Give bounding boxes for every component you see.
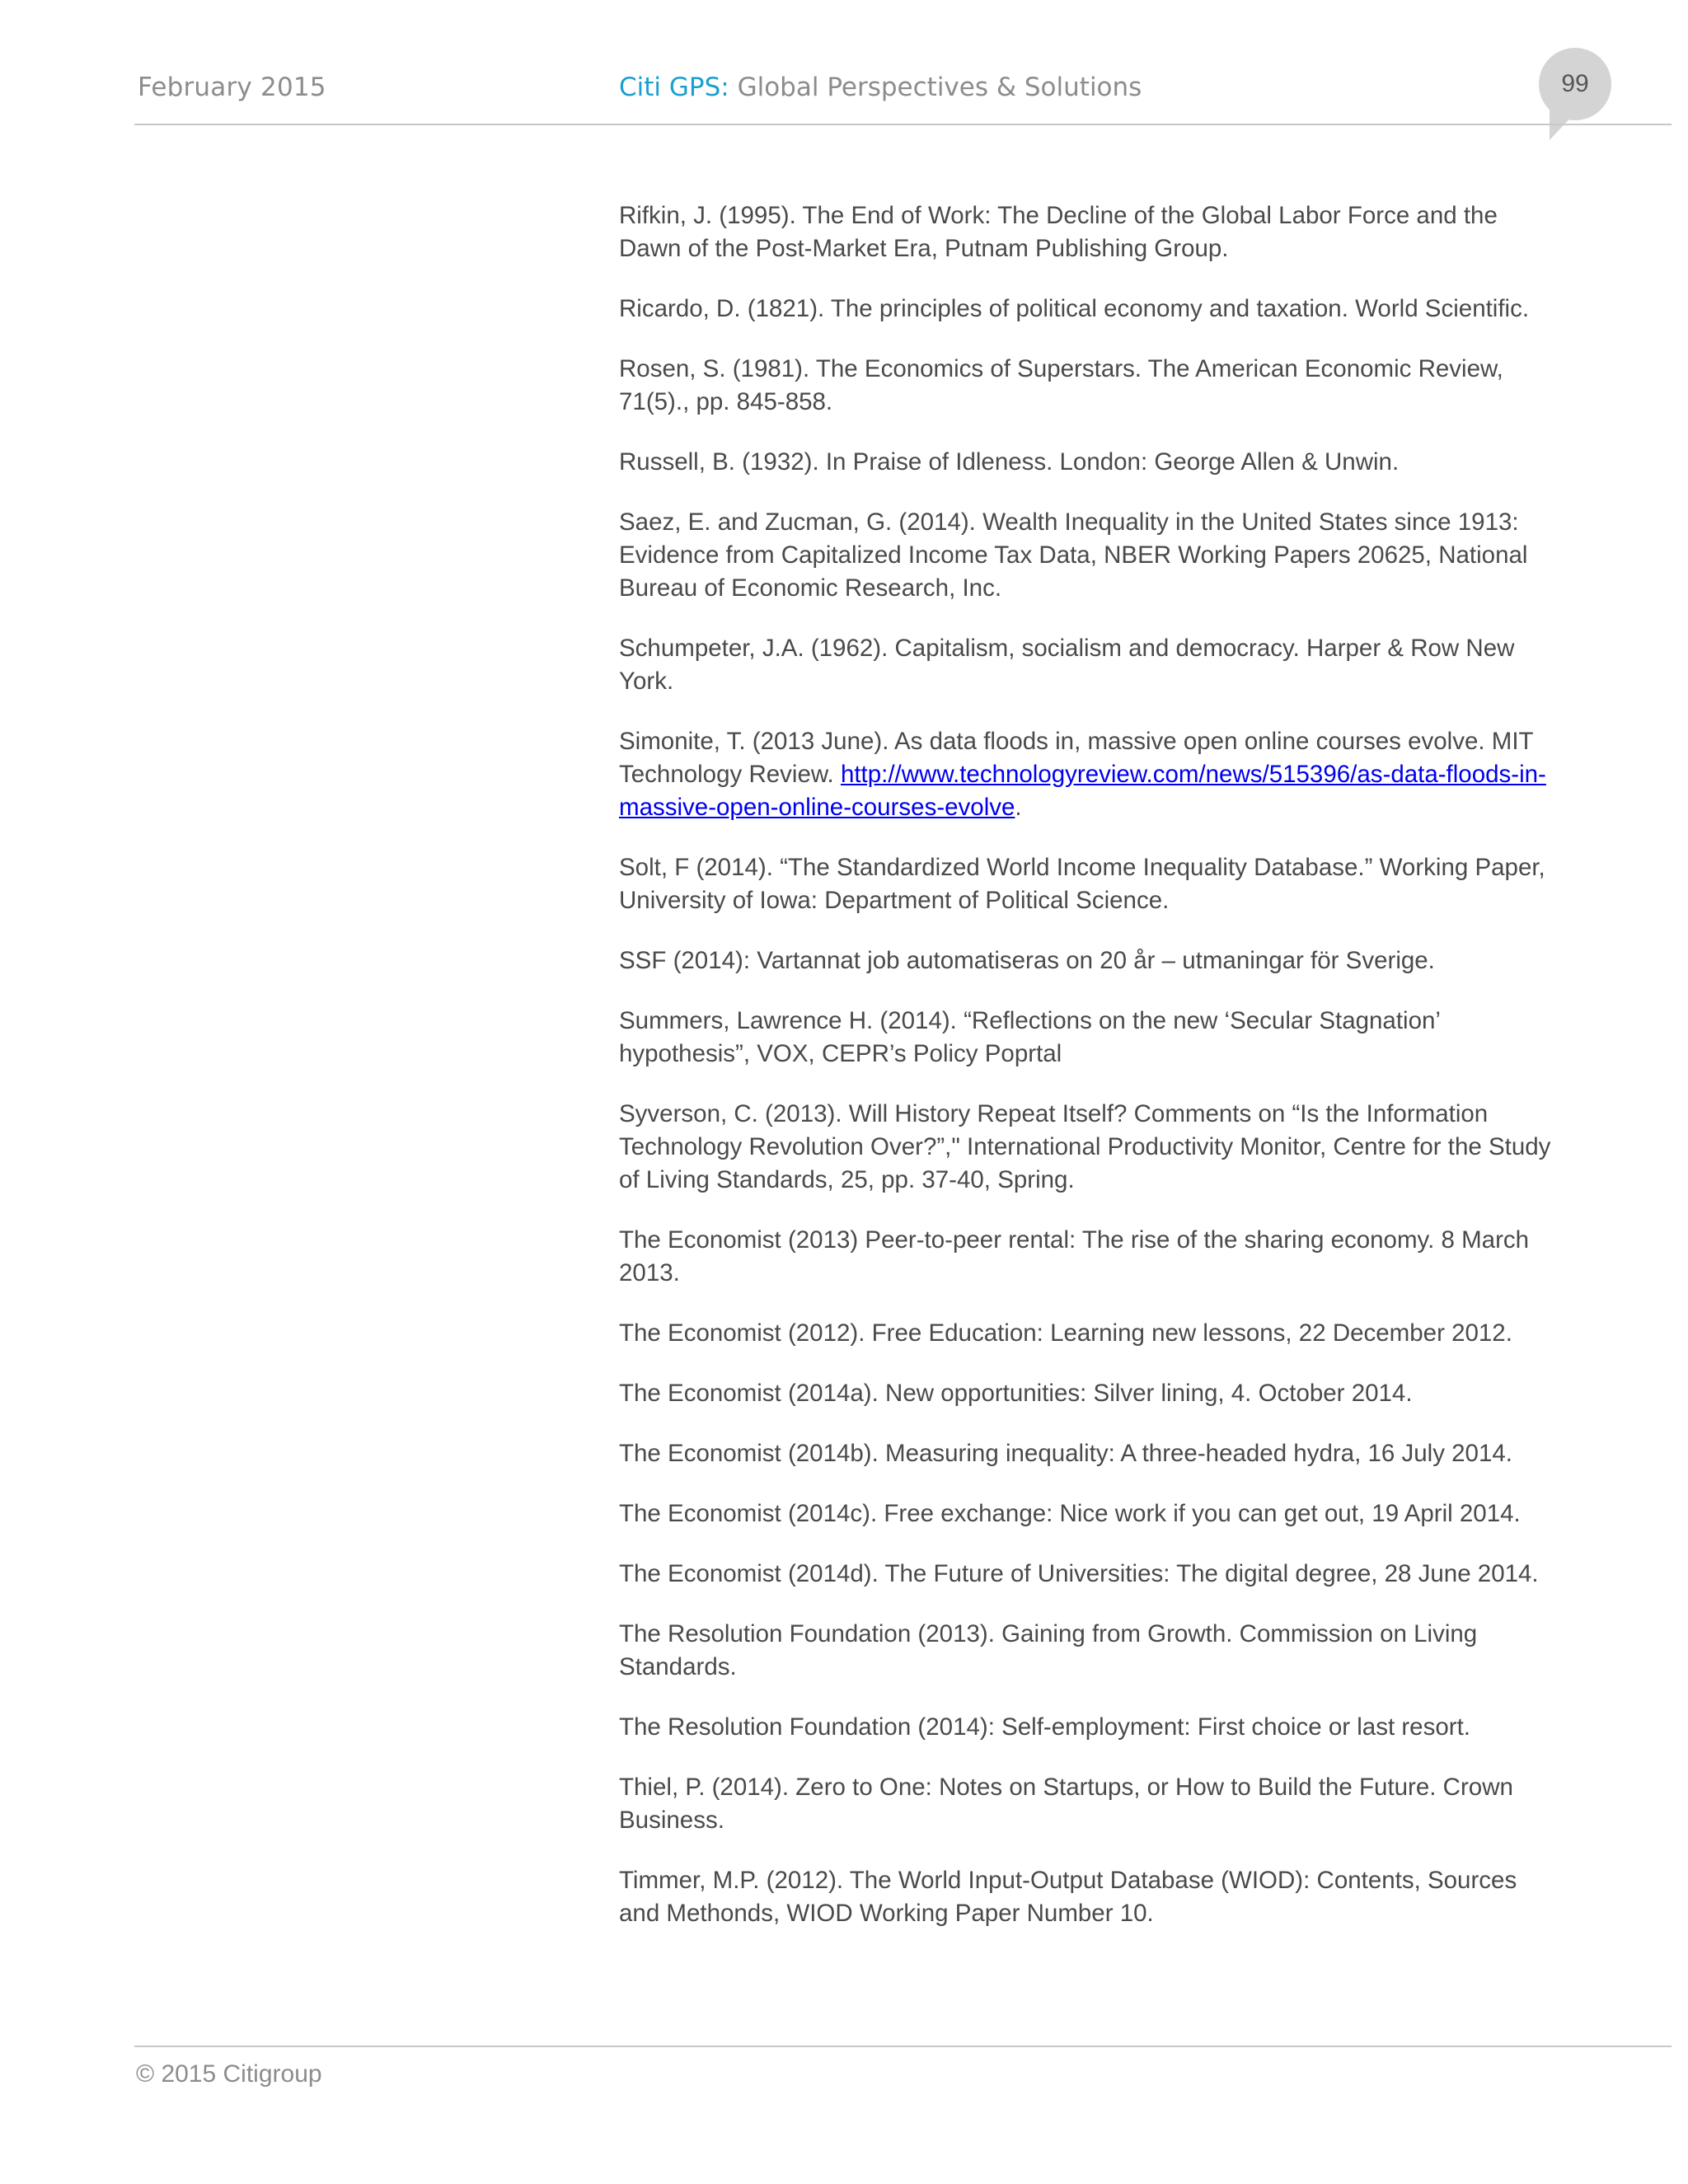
reference-item: SSF (2014): Vartannat job automatiseras on 20 år – utmaningar för Sverige. [619, 947, 1435, 974]
reference-item: Rosen, S. (1981). The Economics of Superstars. The American Economic Review, 71(5)., pp. 845-858. [619, 355, 1503, 415]
reference-item: The Economist (2013) Peer-to-peer rental: The rise of the sharing economy. 8 March 2013. [619, 1226, 1530, 1286]
reference-item: Timmer, M.P. (2012). The World Input-Output Database (WIOD): Contents, Sources and Methonds, WIOD Working Paper Number 10. [619, 1867, 1517, 1927]
header-brand: Citi GPS: [619, 73, 729, 102]
reference-item: Summers, Lawrence H. (2014). “Reflections on the new ‘Secular Stagnation’ hypothesis”, VOX, CEPR’s Policy Poprtal [619, 1007, 1440, 1067]
reference-item: The Economist (2014c). Free exchange: Nice work if you can get out, 19 April 2014. [619, 1500, 1521, 1527]
header-date: February 2015 [138, 73, 326, 102]
reference-item [619, 725, 1559, 824]
reference-item: Schumpeter, J.A. (1962). Capitalism, socialism and democracy. Harper & Row New York. [619, 635, 1515, 695]
reference-item: Saez, E. and Zucman, G. (2014). Wealth Inequality in the United States since 1913: Evidence from Capitalized Income Tax Data, NBER Working Papers 20625, National Bureau of Economic Research, Inc. [619, 509, 1528, 602]
reference-item: The Economist (2012). Free Education: Learning new lessons, 22 December 2012. [619, 1319, 1512, 1347]
header-rule [134, 124, 1672, 125]
reference-item: Solt, F (2014). “The Standardized World Income Inequality Database.” Working Paper, University of Iowa: Department of Political Science. [619, 854, 1545, 914]
reference-item: The Economist (2014a). New opportunities: Silver lining, 4. October 2014. [619, 1380, 1413, 1407]
page-number: 99 [1561, 70, 1589, 97]
reference-item: The Resolution Foundation (2013). Gaining from Growth. Commission on Living Standards. [619, 1620, 1478, 1680]
reference-list [619, 199, 1559, 1957]
reference-item: The Economist (2014d). The Future of Universities: The digital degree, 28 June 2014. [619, 1560, 1539, 1587]
reference-item: The Economist (2014b). Measuring inequality: A three-headed hydra, 16 July 2014. [619, 1440, 1512, 1467]
reference-item: Syverson, C. (2013). Will History Repeat Itself? Comments on “Is the Information Technology Revolution Over?”," International Productivity Monitor, Centre for the Study of Living Standards, 25, pp. 37-40, Spring. [619, 1100, 1551, 1193]
reference-item: The Resolution Foundation (2014): Self-employment: First choice or last resort. [619, 1713, 1470, 1741]
reference-item: Russell, B. (1932). In Praise of Idleness. London: George Allen & Unwin. [619, 448, 1400, 476]
reference-item: Rifkin, J. (1995). The End of Work: The Decline of the Global Labor Force and the Dawn of the Post-Market Era, Putnam Publishing Group. [619, 202, 1498, 262]
header-title [619, 73, 1142, 102]
reference-text: Simonite, T. (2013 June). As data floods in, massive open online courses evolve. MIT Technology Review. [619, 728, 1534, 788]
reference-link[interactable]: http://www.technologyreview.com/news/515396/as-data-floods-in-massive-open-online-courses-evolve [619, 761, 1546, 821]
footer-copyright: © 2015 Citigroup [136, 2060, 322, 2088]
footer-rule [134, 2046, 1672, 2047]
reference-item: Thiel, P. (2014). Zero to One: Notes on Startups, or How to Build the Future. Crown Business. [619, 1774, 1513, 1834]
header-subtitle: Global Perspectives & Solutions [729, 73, 1142, 102]
reference-item: Ricardo, D. (1821). The principles of political economy and taxation. World Scientific. [619, 295, 1530, 322]
reference-text-end: . [1015, 794, 1022, 821]
